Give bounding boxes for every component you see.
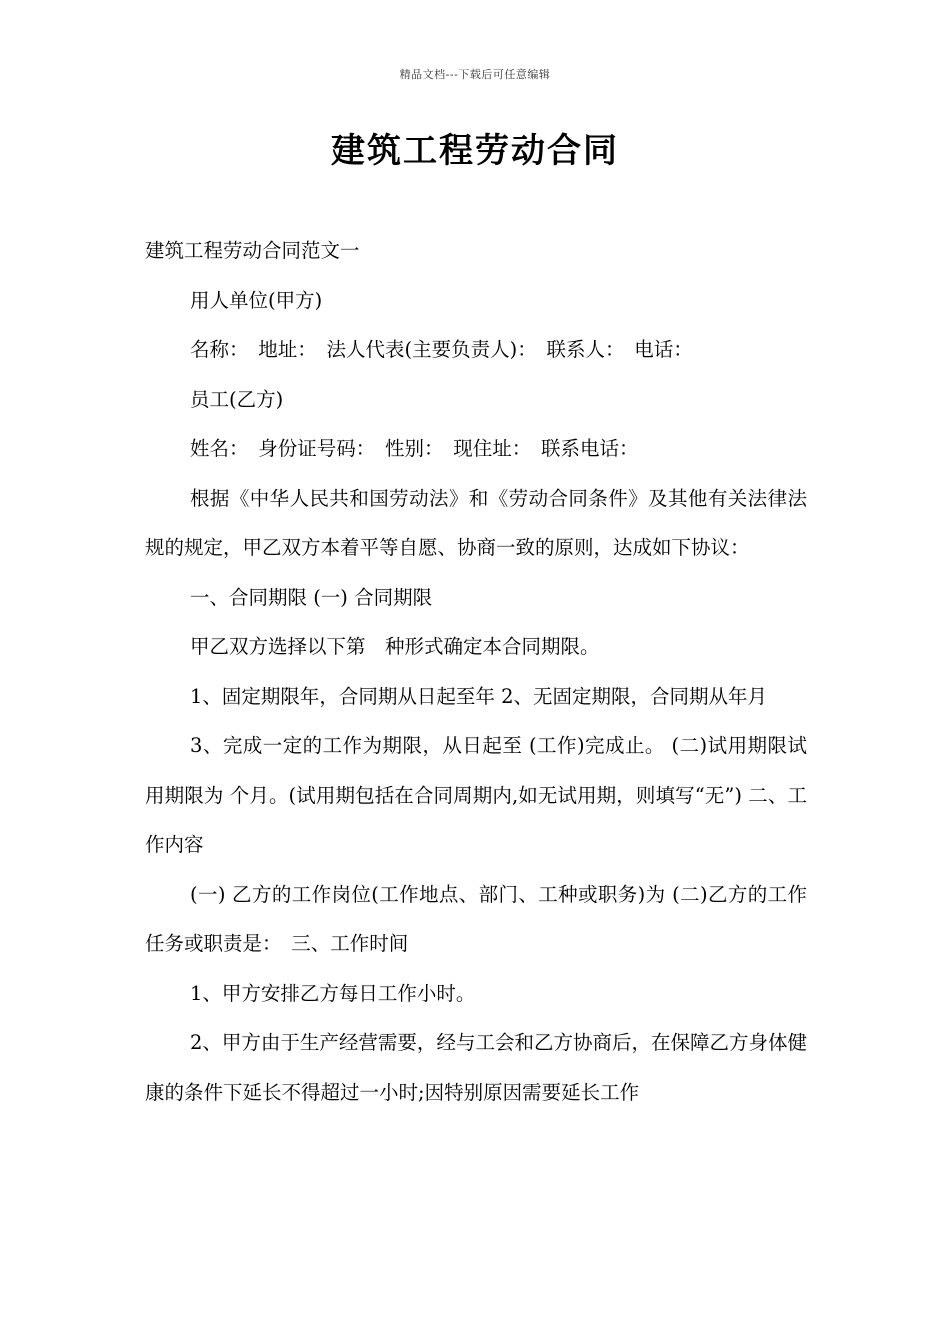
- paragraph: 2、甲方由于生产经营需要，经与工会和乙方协商后，在保障乙方身体健康的条件下延长不得超过一小时;因特别原因需要延长工作: [145, 1031, 807, 1104]
- section-heading: 建筑工程劳动合同范文一: [145, 239, 360, 262]
- paragraph: 1、固定期限年，合同期从日起至年 2、无固定期限，合同期从年月: [190, 684, 768, 708]
- paragraph: 甲乙双方选择以下第 种形式确定本合同期限。: [190, 635, 600, 658]
- paragraph: 根据《中华人民共和国劳动法》和《劳动合同条件》及其他有关法律法规的规定，甲乙双方本着平等自愿、协商一致的原则，达成如下协议：: [145, 486, 807, 559]
- paragraph: 3、完成一定的工作为期限，从日起至 (工作)完成止。 (二)试用期限试用期限为 个月。(试用期包括在合同周期内,如无试用期，则填写“无”) 二、工作内容: [145, 734, 807, 856]
- paragraph: 员工(乙方): [190, 387, 284, 411]
- document-title: 建筑工程劳动合同: [331, 131, 619, 171]
- paragraph: (一) 乙方的工作岗位(工作地点、部门、工种或职务)为 (二)乙方的工作任务或职责是： 三、工作时间: [145, 882, 807, 955]
- paragraph: 用人单位(甲方): [190, 288, 323, 312]
- paragraph: 1、甲方安排乙方每日工作小时。: [190, 981, 476, 1005]
- paragraph: 一、合同期限 (一) 合同期限: [190, 585, 433, 609]
- paragraph: 姓名： 身份证号码： 性别： 现住址： 联系电话：: [190, 437, 639, 460]
- paragraph: 名称： 地址： 法人代表(主要负责人)： 联系人： 电话：: [190, 338, 693, 361]
- document-body: [145, 226, 807, 1117]
- header-note: 精品文档---下载后可任意编辑: [399, 68, 551, 81]
